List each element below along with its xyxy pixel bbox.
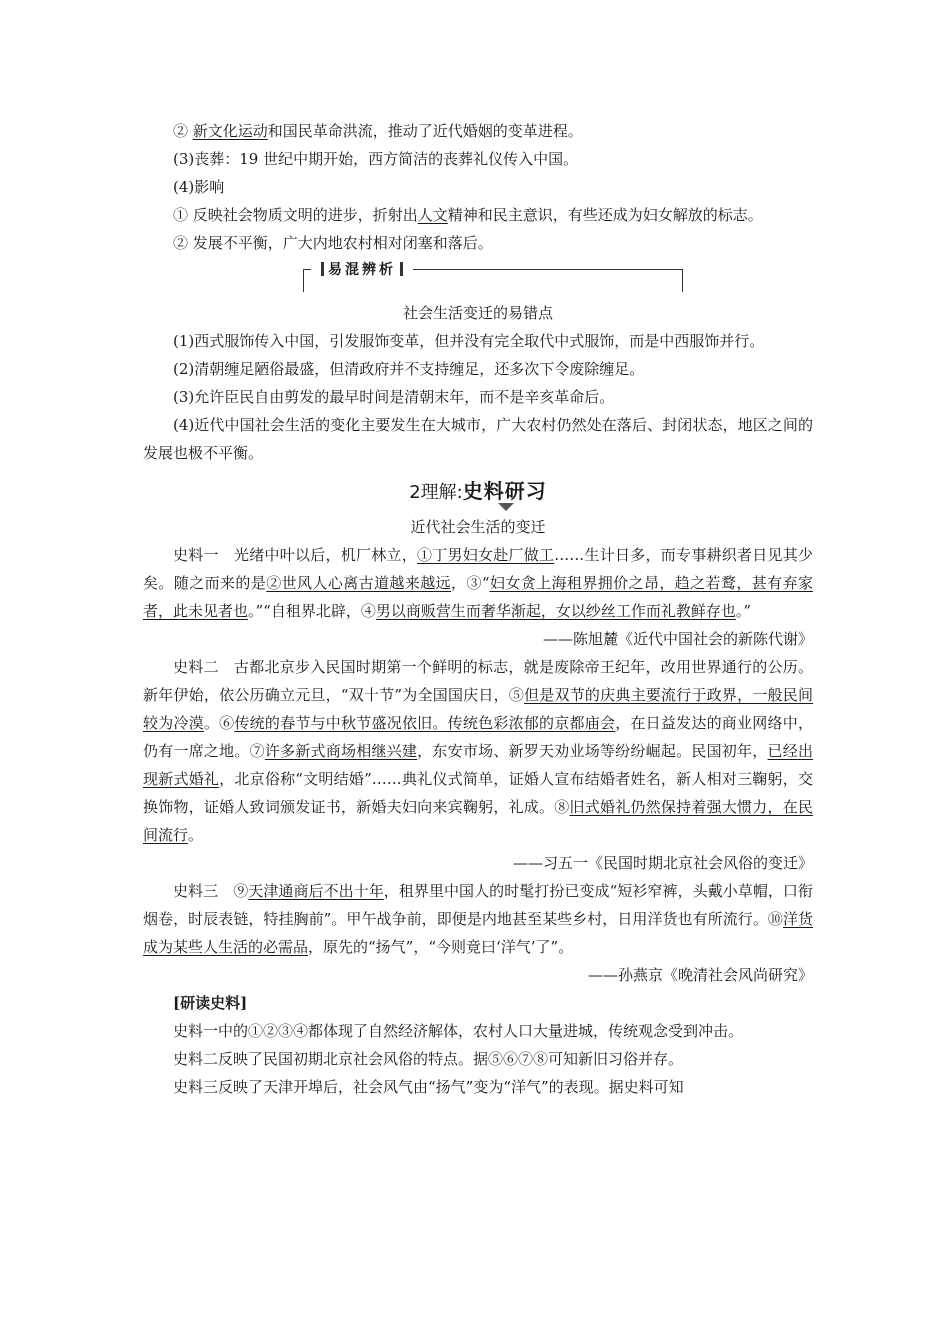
- study-line-3: 史料三反映了天津开埠后，社会风气由“扬气”变为“洋气”的表现。据史料可知: [173, 1078, 684, 1096]
- material-one: [143, 541, 813, 625]
- confusion-item: (1)西式服饰传入中国，引发服饰变革，但并没有完全取代中式服饰，而是中西服饰并行。: [173, 332, 765, 350]
- study-heading: [研读史料]: [173, 994, 248, 1012]
- confusion-title: 社会生活变迁的易错点: [402, 304, 553, 322]
- material-one-source: ——陈旭麓《近代中国社会的新陈代谢》: [542, 630, 813, 648]
- material-three-source: ——孙燕京《晚清社会风尚研究》: [587, 966, 813, 984]
- section-number: 2理解:: [409, 482, 463, 503]
- intro-line-5: ② 发展不平衡，广大内地农村相对闭塞和落后。: [173, 234, 493, 252]
- confusion-item: (4)近代中国社会生活的变化主要发生在大城市，广大农村仍然处在落后、封闭状态，地区之间的发展也极不平衡。: [143, 416, 813, 462]
- text: 。⑥: [203, 714, 235, 732]
- underlined-text: 但是双节的庆典主要流行于政界，一般民间较为冷漠: [143, 686, 813, 732]
- section-heading: [143, 475, 813, 509]
- text: ① 反映社会物质文明的进步，折射出: [173, 206, 418, 224]
- underlined-text: 洋货成为某些人生活的必需品: [143, 910, 813, 956]
- study-line-1: 史料一中的①②③④都体现了自然经济解体，农村人口大量进城，传统观念受到冲击。: [173, 1022, 744, 1040]
- underlined-term: 人文: [417, 206, 448, 224]
- banner-text: 易混辨析: [328, 262, 396, 278]
- confusion-banner: [143, 259, 813, 293]
- text: ，北京俗称“文明结婚”……典礼仪式简单，证婚人宣布结婚者姓名，新人相对三鞠躬，交换饰物，证婚人致词颁发证书，新婚夫妇向来宾鞠躬，礼成。⑧: [143, 770, 813, 816]
- text: ，原先的“扬气”，“今则竟曰‘洋气’了”。: [308, 938, 574, 956]
- text: 和国民革命洪流，推动了近代婚姻的变革进程。: [267, 122, 583, 140]
- intro-line-2: (3)丧葬：19 世纪中期开始，西方简洁的丧葬礼仪传入中国。: [173, 150, 579, 168]
- topic-title: 近代社会生活的变迁: [410, 518, 546, 536]
- text: ，在日益发达的商业网络中，仍有一席之地。⑦: [143, 714, 813, 760]
- text: 史料三 ⑨: [173, 882, 249, 900]
- confusion-item: (3)允许臣民自由剪发的最早时间是清朝末年，而不是辛亥革命后。: [173, 388, 615, 406]
- underlined-text: 男以商贩营生而奢华渐起，女以纱丝工作而礼教鲜存也: [375, 602, 736, 620]
- underlined-text: ②世风人心离古道越来越远: [266, 574, 452, 592]
- text: 史料二 古都北京步入民国时期第一个鲜明的标志，就是废除帝王纪年，改用世界通行的公历。新年伊始，依公历确立元旦，“双十节”为全国国庆日，⑤: [143, 658, 813, 704]
- banner-label: [311, 259, 413, 279]
- text: 精神和民主意识，有些还成为妇女解放的标志。: [447, 206, 763, 224]
- underlined-text: 许多新式商场相继兴建: [264, 742, 418, 760]
- material-three: [143, 877, 813, 961]
- text: 。”: [735, 602, 752, 620]
- section-title: 史料研习: [462, 479, 547, 503]
- underlined-text: 妇女贪上海租界拥价之昂，趋之若鹜，甚有弃家者，此未见者也: [143, 574, 813, 620]
- confusion-item: (2)清朝缠足陋俗最盛，但清政府并不支持缠足，还多次下令废除缠足。: [173, 360, 645, 378]
- banner-bar-icon: [400, 262, 403, 276]
- underlined-text: 传统的春节与中秋节盛况依旧。传统色彩浓郁的京都庙会: [234, 714, 616, 732]
- underlined-text: 旧式婚礼仍然保持着强大惯力，在民间流行: [143, 798, 813, 844]
- document-page: [143, 117, 813, 1101]
- text: ，东安市场、新罗天劝业场等纷纷崛起。民国初年，: [417, 742, 768, 760]
- material-two-source: ——习五一《民国时期北京社会风俗的变迁》: [512, 854, 813, 872]
- text: ，③“: [451, 574, 490, 592]
- text: ……生计日多，而专事耕织者日见其少矣。随之而来的是: [143, 546, 813, 592]
- study-line-2: 史料二反映了民国初期北京社会风俗的特点。据⑤⑥⑦⑧可知新旧习俗并存。: [173, 1050, 684, 1068]
- underlined-term: 新文化运动: [192, 122, 268, 140]
- intro-line-3: (4)影响: [173, 178, 225, 196]
- material-two: [143, 653, 813, 849]
- underlined-text: 已经出现新式婚礼: [143, 742, 813, 788]
- triangle-down-icon: [498, 503, 514, 511]
- text: 。”“自租界北辟，④: [248, 602, 376, 620]
- intro-line-1: [143, 117, 813, 145]
- intro-line-4: [143, 201, 813, 229]
- underlined-text: ①丁男妇女赴厂做工: [416, 546, 555, 564]
- text: 史料一 光绪中叶以后，机厂林立，: [173, 546, 417, 564]
- text: ，租界里中国人的时髦打扮已变成“短衫窄裤，头戴小草帽，口衔烟卷，时辰表链，特挂胸前”。甲午战争前，即便是内地甚至某些乡村，日用洋货也有所流行。⑩: [143, 882, 813, 928]
- text: ②: [173, 122, 193, 140]
- banner-bar-icon: [321, 262, 324, 276]
- text: 。: [188, 826, 204, 844]
- underlined-text: 天津通商后不出十年: [248, 882, 384, 900]
